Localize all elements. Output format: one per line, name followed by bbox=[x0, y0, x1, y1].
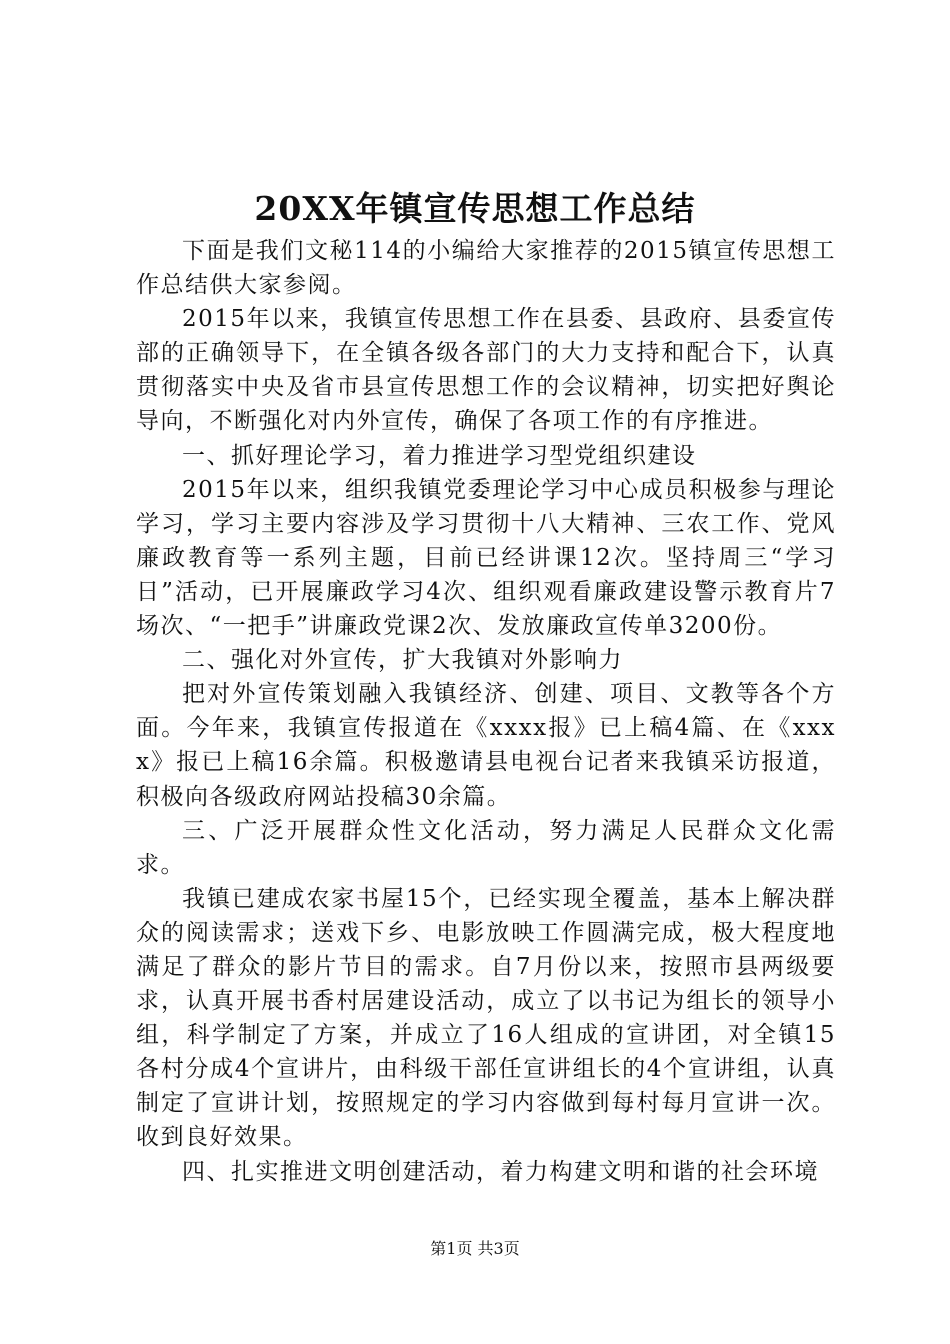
document-body bbox=[136, 234, 836, 1189]
section-heading-2: 二、强化对外宣传，扩大我镇对外影响力 bbox=[182, 647, 623, 674]
page-footer: 第1页 共3页 bbox=[430, 1239, 520, 1258]
section-heading-1: 一、抓好理论学习，着力推进学习型党组织建设 bbox=[182, 442, 697, 469]
section-paragraph-2: 把对外宣传策划融入我镇经济、创建、项目、文教等各个方面。今年来，我镇宣传报道在《xxxx报》已上稿4篇、在《xxxx》报已上稿16余篇。积极邀请县电视台记者来我镇采访报道，积极向各级政府网站投稿30余篇。 bbox=[136, 681, 836, 810]
section-paragraph-3: 我镇已建成农家书屋15个，已经实现全覆盖，基本上解决群众的阅读需求；送戏下乡、电影放映工作圆满完成，极大程度地满足了群众的影片节目的需求。自7月份以来，按照市县两级要求，认真开展书香村居建设活动，成立了以书记为组长的领导小组，科学制定了方案，并成立了16人组成的宣讲团，对全镇15各村分成4个宣讲片，由科级干部任宣讲组长的4个宣讲组，认真制定了宣讲计划，按照规定的学习内容做到每村每月宣讲一次。收到良好效果。 bbox=[136, 885, 836, 1151]
document-title: 20XX年镇宣传思想工作总结 bbox=[254, 189, 696, 228]
section-heading-4: 四、扎实推进文明创建活动，着力构建文明和谐的社会环境 bbox=[182, 1158, 819, 1185]
overview-paragraph: 2015年以来，我镇宣传思想工作在县委、县政府、县委宣传部的正确领导下，在全镇各级各部门的大力支持和配合下，认真贯彻落实中央及省市县宣传思想工作的会议精神，切实把好舆论导向，不断强化对内外宣传，确保了各项工作的有序推进。 bbox=[136, 306, 836, 435]
section-heading-3: 三、广泛开展群众性文化活动，努力满足人民群众文化需求。 bbox=[136, 817, 836, 878]
intro-paragraph: 下面是我们文秘114的小编给大家推荐的2015镇宣传思想工作总结供大家参阅。 bbox=[136, 238, 836, 299]
section-paragraph-1: 2015年以来，组织我镇党委理论学习中心成员积极参与理论学习，学习主要内容涉及学习贯彻十八大精神、三农工作、党风廉政教育等一系列主题，目前已经讲课12次。坚持周三“学习日”活动，已开展廉政学习4次、组织观看廉政建设警示教育片7场次、“一把手”讲廉政党课2次、发放廉政宣传单3200份。 bbox=[136, 476, 836, 640]
